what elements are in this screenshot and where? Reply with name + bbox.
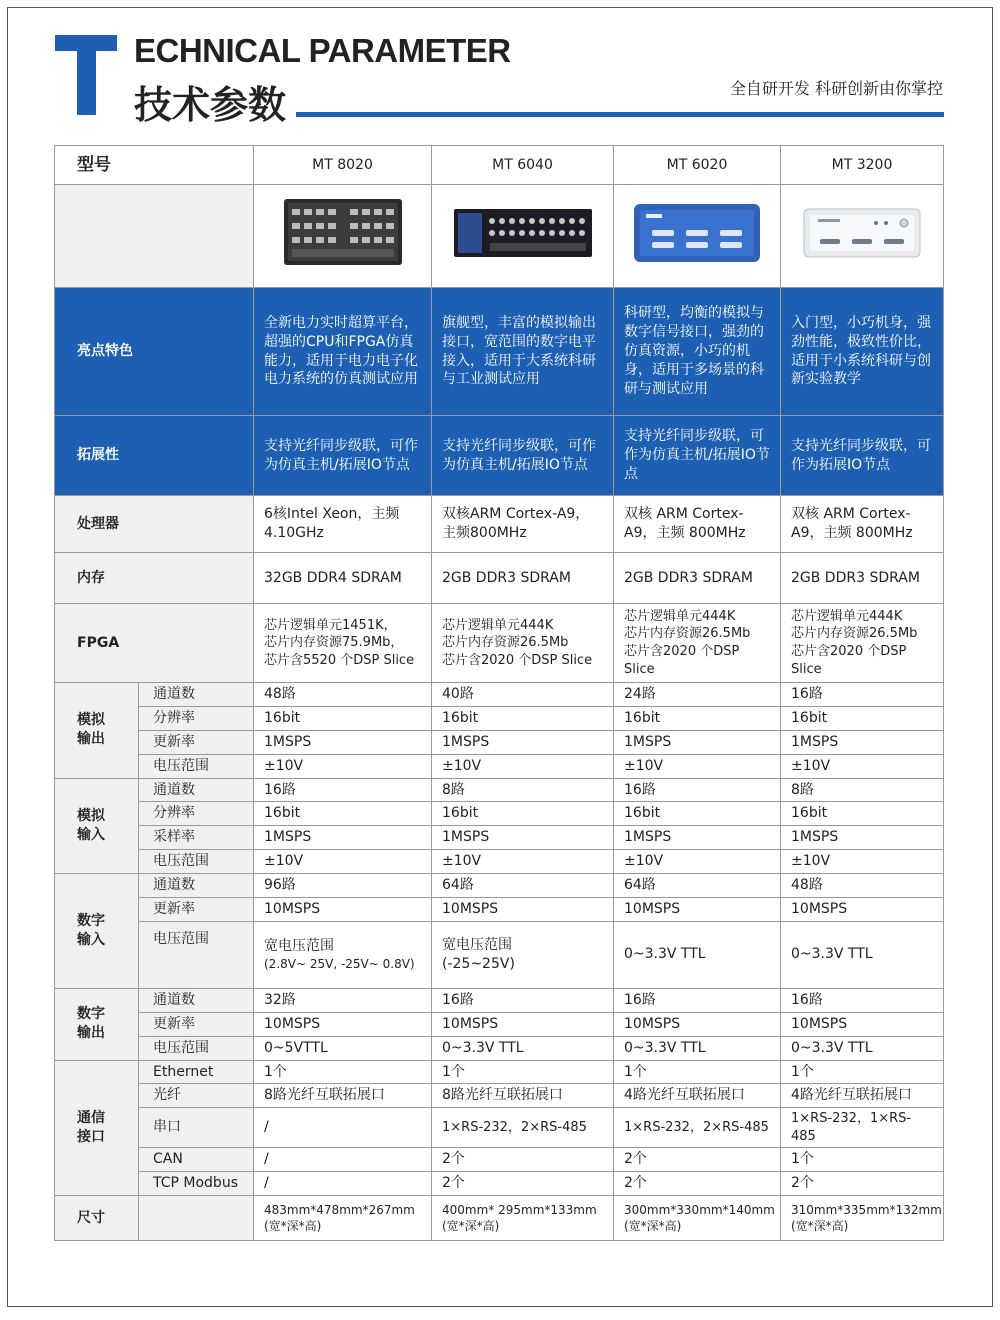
front-panel-device-image <box>452 205 594 261</box>
highlight-text: 入门型，小巧机身，强劲性能，极致性价比，适用于小系统科研与创新实验教学 <box>781 288 944 416</box>
cell-value: 1×RS-232，2×RS-485 <box>614 1108 781 1148</box>
fpga-line: 芯片含2020 个DSP Slice <box>791 644 907 677</box>
cell-value: 10MSPS <box>254 1012 432 1036</box>
cell-value: 1MSPS <box>614 826 781 850</box>
memory-value: 2GB DDR3 SDRAM <box>432 553 614 604</box>
slogan: 全自研开发 科研创新由你掌控 <box>729 79 943 98</box>
cell-value: 1MSPS <box>432 730 614 754</box>
cell-value: 16bit <box>781 706 944 730</box>
cell-value: 宽电压范围 <box>442 937 512 954</box>
cell-value: 1MSPS <box>432 826 614 850</box>
cell-value: 4路光纤互联拓展口 <box>781 1084 944 1108</box>
row-name: 光纤 <box>139 1084 254 1108</box>
cell-value: ±10V <box>781 754 944 778</box>
highlights-label: 亮点特色 <box>55 288 254 416</box>
cell-value: / <box>254 1148 432 1172</box>
expand-text: 支持光纤同步级联，可作为拓展IO节点 <box>781 416 944 496</box>
cell-value: 1个 <box>781 1060 944 1084</box>
size-unit: (宽*深*高) <box>791 1219 849 1234</box>
fpga-line: 芯片逻辑单元444K <box>442 617 554 633</box>
analog-in-row <box>55 826 944 850</box>
processor-value: 双核ARM Cortex-A9，主频800MHz <box>432 496 614 553</box>
cell-value: 2个 <box>781 1172 944 1196</box>
fpga-line: 芯片逻辑单元1451K， <box>264 617 397 633</box>
fpga-line: 芯片逻辑单元444K <box>791 608 903 624</box>
row-name: 通道数 <box>139 988 254 1012</box>
row-name: 通道数 <box>139 683 254 707</box>
row-name: CAN <box>139 1148 254 1172</box>
cell-value: 16路 <box>254 778 432 802</box>
row-name: 通道数 <box>139 778 254 802</box>
size-value: 300mm*330mm*140mm <box>624 1203 775 1218</box>
expand-label: 拓展性 <box>55 416 254 496</box>
comm-row <box>55 1108 944 1148</box>
cell-value: / <box>254 1108 432 1148</box>
cell-value: ±10V <box>254 754 432 778</box>
cell-value: 8路 <box>432 778 614 802</box>
analog-out-row <box>55 683 944 707</box>
fpga-line: 芯片逻辑单元444K <box>624 608 736 624</box>
comm-label: 通信 接口 <box>55 1060 139 1196</box>
cell-value: 8路光纤互联拓展口 <box>254 1084 432 1108</box>
expand-row <box>55 416 944 496</box>
spec-table <box>54 145 944 1241</box>
big-letter-t-logo <box>55 35 117 115</box>
rack-device-image <box>282 197 404 269</box>
blue-desktop-device-image <box>632 200 762 266</box>
processor-value: 双核 ARM Cortex-A9，主频 800MHz <box>614 496 781 553</box>
cell-value: 10MSPS <box>432 1012 614 1036</box>
row-name: 更新率 <box>139 730 254 754</box>
row-name: 分辨率 <box>139 706 254 730</box>
cell-value: 10MSPS <box>614 898 781 922</box>
cell-value: ±10V <box>614 850 781 874</box>
analog-in-row <box>55 778 944 802</box>
white-compact-device-image <box>802 205 922 261</box>
cell-value: 32路 <box>254 988 432 1012</box>
comm-row <box>55 1084 944 1108</box>
cell-value: 1个 <box>781 1148 944 1172</box>
cell-value: 64路 <box>432 874 614 898</box>
cell-value: 2个 <box>432 1172 614 1196</box>
row-name: 更新率 <box>139 1012 254 1036</box>
memory-label: 内存 <box>55 553 254 604</box>
cell-value: 16bit <box>254 706 432 730</box>
size-unit: (宽*深*高) <box>624 1219 682 1234</box>
highlight-text: 旗舰型，丰富的模拟输出接口，宽范围的数字电平接入，适用于大系统科研与工业测试应用 <box>432 288 614 416</box>
size-value: 310mm*335mm*132mm <box>791 1203 942 1218</box>
model-name: MT 3200 <box>781 146 944 185</box>
fpga-line: 芯片内存资源26.5Mb <box>442 635 569 651</box>
row-name: TCP Modbus <box>139 1172 254 1196</box>
digital-out-label: 数字 输出 <box>55 988 139 1060</box>
size-unit: (宽*深*高) <box>264 1219 322 1234</box>
row-name: 电压范围 <box>139 1036 254 1060</box>
fpga-line: 芯片含2020 个DSP Slice <box>442 652 593 668</box>
cell-value: 40路 <box>432 683 614 707</box>
analog-out-label: 模拟 输出 <box>55 683 139 779</box>
comm-row <box>55 1060 944 1084</box>
size-unit: (宽*深*高) <box>442 1219 500 1234</box>
title-english: ECHNICAL PARAMETER <box>134 32 511 69</box>
cell-value: (-25~25V) <box>442 955 515 972</box>
row-name: 分辨率 <box>139 802 254 826</box>
processor-value: 6核Intel Xeon，主频4.10GHz <box>254 496 432 553</box>
memory-value: 32GB DDR4 SDRAM <box>254 553 432 604</box>
cell-value: ±10V <box>781 850 944 874</box>
cell-value: 16bit <box>614 706 781 730</box>
cell-value: 16bit <box>432 706 614 730</box>
processor-value: 双核 ARM Cortex-A9，主频 800MHz <box>781 496 944 553</box>
cell-value: 0~5VTTL <box>254 1036 432 1060</box>
comm-row <box>55 1148 944 1172</box>
cell-value: 0~3.3V TTL <box>624 946 706 963</box>
size-label: 尺寸 <box>55 1196 139 1241</box>
highlight-text: 科研型，均衡的模拟与数字信号接口，强劲的仿真资源，小巧的机身，适用于多场景的科研与测试应用 <box>614 288 781 416</box>
row-name: 电压范围 <box>139 850 254 874</box>
cell-value: ±10V <box>432 754 614 778</box>
model-row <box>55 146 944 185</box>
row-name: 电压范围 <box>139 754 254 778</box>
analog-out-row <box>55 754 944 778</box>
digital-in-row <box>55 898 944 922</box>
cell-value: 4路光纤互联拓展口 <box>614 1084 781 1108</box>
cell-value: 8路光纤互联拓展口 <box>432 1084 614 1108</box>
cell-value: ±10V <box>254 850 432 874</box>
highlight-text: 全新电力实时超算平台，超强的CPU和FPGA仿真能力，适用于电力电子化电力系统的仿真测试应用 <box>254 288 432 416</box>
cell-value: 16路 <box>432 988 614 1012</box>
cell-value: 0~3.3V TTL <box>781 1036 944 1060</box>
comm-row <box>55 1172 944 1196</box>
highlights-row <box>55 288 944 416</box>
cell-value: 0~3.3V TTL <box>614 1036 781 1060</box>
row-name: 电压范围 <box>139 921 254 988</box>
memory-value: 2GB DDR3 SDRAM <box>614 553 781 604</box>
cell-value: 宽电压范围 <box>264 938 334 955</box>
title-underline <box>296 112 944 117</box>
cell-value: 96路 <box>254 874 432 898</box>
fpga-line: 芯片含5520 个DSP Slice <box>264 652 415 668</box>
model-name: MT 6040 <box>432 146 614 185</box>
cell-value: 10MSPS <box>614 1012 781 1036</box>
digital-out-row <box>55 1012 944 1036</box>
fpga-line: 芯片内存资源26.5Mb <box>624 626 751 642</box>
memory-row <box>55 553 944 604</box>
cell-value: 1×RS-232，1×RS-485 <box>781 1108 944 1148</box>
cell-value: 0~3.3V TTL <box>791 946 873 963</box>
digital-in-row <box>55 921 944 988</box>
cell-value: ±10V <box>614 754 781 778</box>
model-name: MT 8020 <box>254 146 432 185</box>
processor-label: 处理器 <box>55 496 254 553</box>
digital-out-row <box>55 988 944 1012</box>
cell-value: 2个 <box>614 1148 781 1172</box>
cell-value: 10MSPS <box>254 898 432 922</box>
analog-out-row <box>55 730 944 754</box>
analog-in-row <box>55 850 944 874</box>
fpga-line: 芯片内存资源26.5Mb <box>791 626 918 642</box>
memory-value: 2GB DDR3 SDRAM <box>781 553 944 604</box>
cell-value: 1MSPS <box>254 826 432 850</box>
analog-in-label: 模拟 输入 <box>55 778 139 874</box>
cell-value: / <box>254 1172 432 1196</box>
row-name: 采样率 <box>139 826 254 850</box>
cell-value: 16bit <box>432 802 614 826</box>
cell-value: (2.8V~ 25V, -25V~ 0.8V) <box>264 957 415 972</box>
cell-value: 48路 <box>781 874 944 898</box>
cell-value: 1MSPS <box>781 826 944 850</box>
processor-row <box>55 496 944 553</box>
cell-value: 1个 <box>614 1060 781 1084</box>
cell-value: 1MSPS <box>254 730 432 754</box>
title-chinese: 技术参数 <box>134 83 287 127</box>
cell-value: 1MSPS <box>614 730 781 754</box>
cell-value: 16bit <box>781 802 944 826</box>
expand-text: 支持光纤同步级联，可作为仿真主机/拓展IO节点 <box>254 416 432 496</box>
cell-value: 2个 <box>614 1172 781 1196</box>
cell-value: 16bit <box>254 802 432 826</box>
digital-in-label: 数字 输入 <box>55 874 139 989</box>
cell-value: 10MSPS <box>432 898 614 922</box>
fpga-row <box>55 604 944 683</box>
cell-value: 2个 <box>432 1148 614 1172</box>
size-row <box>55 1196 944 1241</box>
row-name: 通道数 <box>139 874 254 898</box>
expand-text: 支持光纤同步级联，可作为仿真主机/拓展IO节点 <box>432 416 614 496</box>
cell-value: 1×RS-232，2×RS-485 <box>432 1108 614 1148</box>
cell-value: 16路 <box>614 778 781 802</box>
cell-value: 8路 <box>781 778 944 802</box>
model-name: MT 6020 <box>614 146 781 185</box>
cell-value: 16路 <box>781 683 944 707</box>
analog-out-row <box>55 706 944 730</box>
model-label: 型号 <box>55 146 254 185</box>
image-row <box>55 185 944 288</box>
fpga-label: FPGA <box>55 604 254 683</box>
cell-value: 16路 <box>614 988 781 1012</box>
cell-value: 10MSPS <box>781 898 944 922</box>
fpga-line: 芯片含2020 个DSP Slice <box>624 644 740 677</box>
cell-value: 1个 <box>432 1060 614 1084</box>
row-name: 更新率 <box>139 898 254 922</box>
fpga-line: 芯片内存资源75.9Mb， <box>264 635 404 651</box>
row-name: 串口 <box>139 1108 254 1148</box>
cell-value: 24路 <box>614 683 781 707</box>
digital-in-row <box>55 874 944 898</box>
digital-out-row <box>55 1036 944 1060</box>
cell-value: 0~3.3V TTL <box>432 1036 614 1060</box>
row-name: Ethernet <box>139 1060 254 1084</box>
cell-value: 64路 <box>614 874 781 898</box>
cell-value: ±10V <box>432 850 614 874</box>
cell-value: 48路 <box>254 683 432 707</box>
size-value: 400mm* 295mm*133mm <box>442 1203 597 1218</box>
cell-value: 1个 <box>254 1060 432 1084</box>
expand-text: 支持光纤同步级联，可作为仿真主机/拓展IO节点 <box>614 416 781 496</box>
cell-value: 16bit <box>614 802 781 826</box>
cell-value: 16路 <box>781 988 944 1012</box>
analog-in-row <box>55 802 944 826</box>
size-value: 483mm*478mm*267mm <box>264 1203 415 1218</box>
cell-value: 10MSPS <box>781 1012 944 1036</box>
cell-value: 1MSPS <box>781 730 944 754</box>
